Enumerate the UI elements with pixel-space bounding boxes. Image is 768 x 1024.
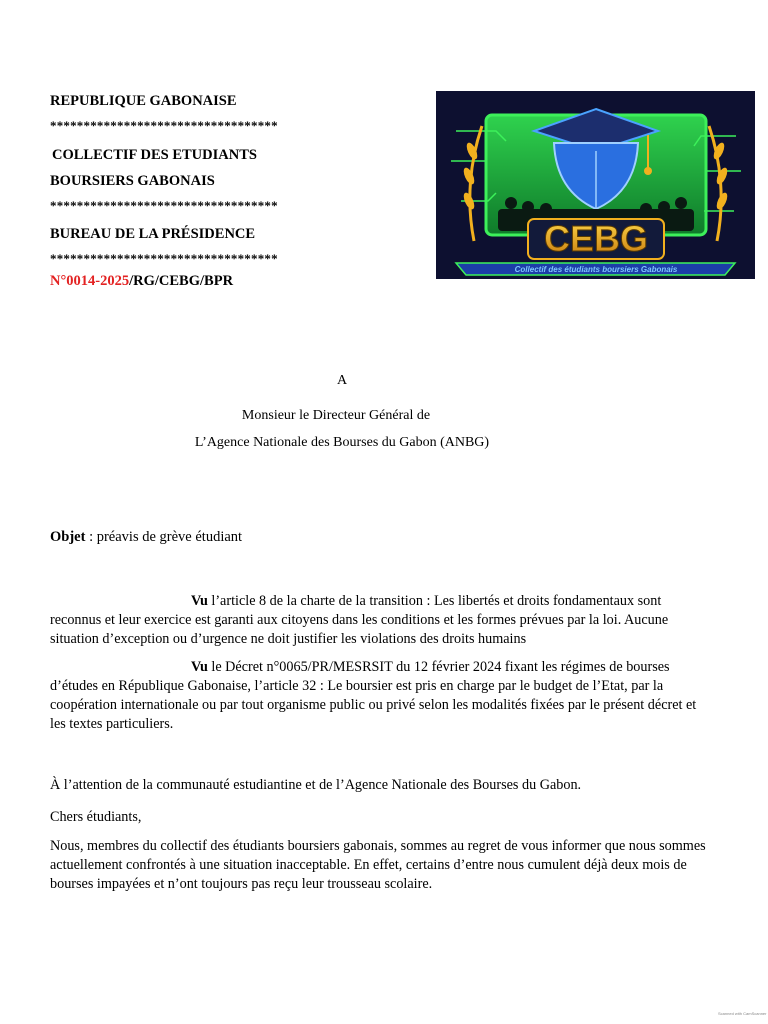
legal-reference-charter-text: l’article 8 de la charte de la transition : Les libertés et droits fondamentaux sont reconnus et leur exercice est garanti aux citoyens dans les conditions et les formes prévues par la loi. Aucune situation d’exception ou d’urgence ne doit justifier les violations des droits humains [50,593,669,647]
country-name: REPUBLIQUE GABONAISE [50,93,237,109]
subject-line [50,529,242,546]
vu-label: Vu [191,659,208,675]
legal-reference-charter [50,592,710,649]
subject-text: : préavis de grève étudiant [85,529,243,545]
scanner-stamp: Scanned with CamScanner [718,1011,767,1016]
svg-text:Collectif des étudiants boursi: Collectif des étudiants boursiers Gabonais [514,265,678,274]
office-name: BUREAU DE LA PRÉSIDENCE [50,226,256,242]
reference-number-red: N°0014-2025 [50,273,130,289]
vu-label: Vu [191,593,208,609]
organization-name-line1: COLLECTIF DES ETUDIANTS [52,147,257,163]
subject-label: Objet [50,529,86,545]
reference-number-suffix: /RG/CEBG/BPR [129,273,234,289]
reference-number [50,273,233,289]
separator-stars: ********************************** [50,118,278,133]
cebg-logo [436,91,755,279]
svg-text:CEBG: CEBG [543,218,649,259]
organization-name-line2: BOURSIERS GABONAIS [50,173,215,189]
body-paragraph: Nous, membres du collectif des étudiants boursiers gabonais, sommes au regret de vous informer que nous sommes actuellement confrontés à une situation inacceptable. En effet, certains d’entre nous cumulent déjà deux mois de bourses impayées et n’ont toujours pas reçu leur trousseau scolaire. [50,838,706,892]
recipient-a: A [336,373,348,388]
attention-line: À l’attention de la communauté estudiantine et de l’Agence Nationale des Bourses du Gabon. [50,777,582,793]
separator-stars: ********************************** [50,198,278,213]
legal-reference-decree-text: le Décret n°0065/PR/MESRSIT du 12 février 2024 fixant les régimes de bourses d’études en République Gabonaise, l’article 32 : Le boursier est pris en charge par le budget de l’Etat, par la coopération internationale ou par tout organisme public ou privé selon les modalités fixées par le présent décret et les textes particuliers. [50,659,697,732]
cebg-logo-artwork [436,91,755,279]
recipient-line1: Monsieur le Directeur Général de [241,408,431,423]
separator-stars: ********************************** [50,251,278,266]
recipient-line2: L’Agence Nationale des Bourses du Gabon (ANBG) [194,435,490,450]
salutation: Chers étudiants, [50,809,142,825]
legal-reference-decree [50,658,710,734]
